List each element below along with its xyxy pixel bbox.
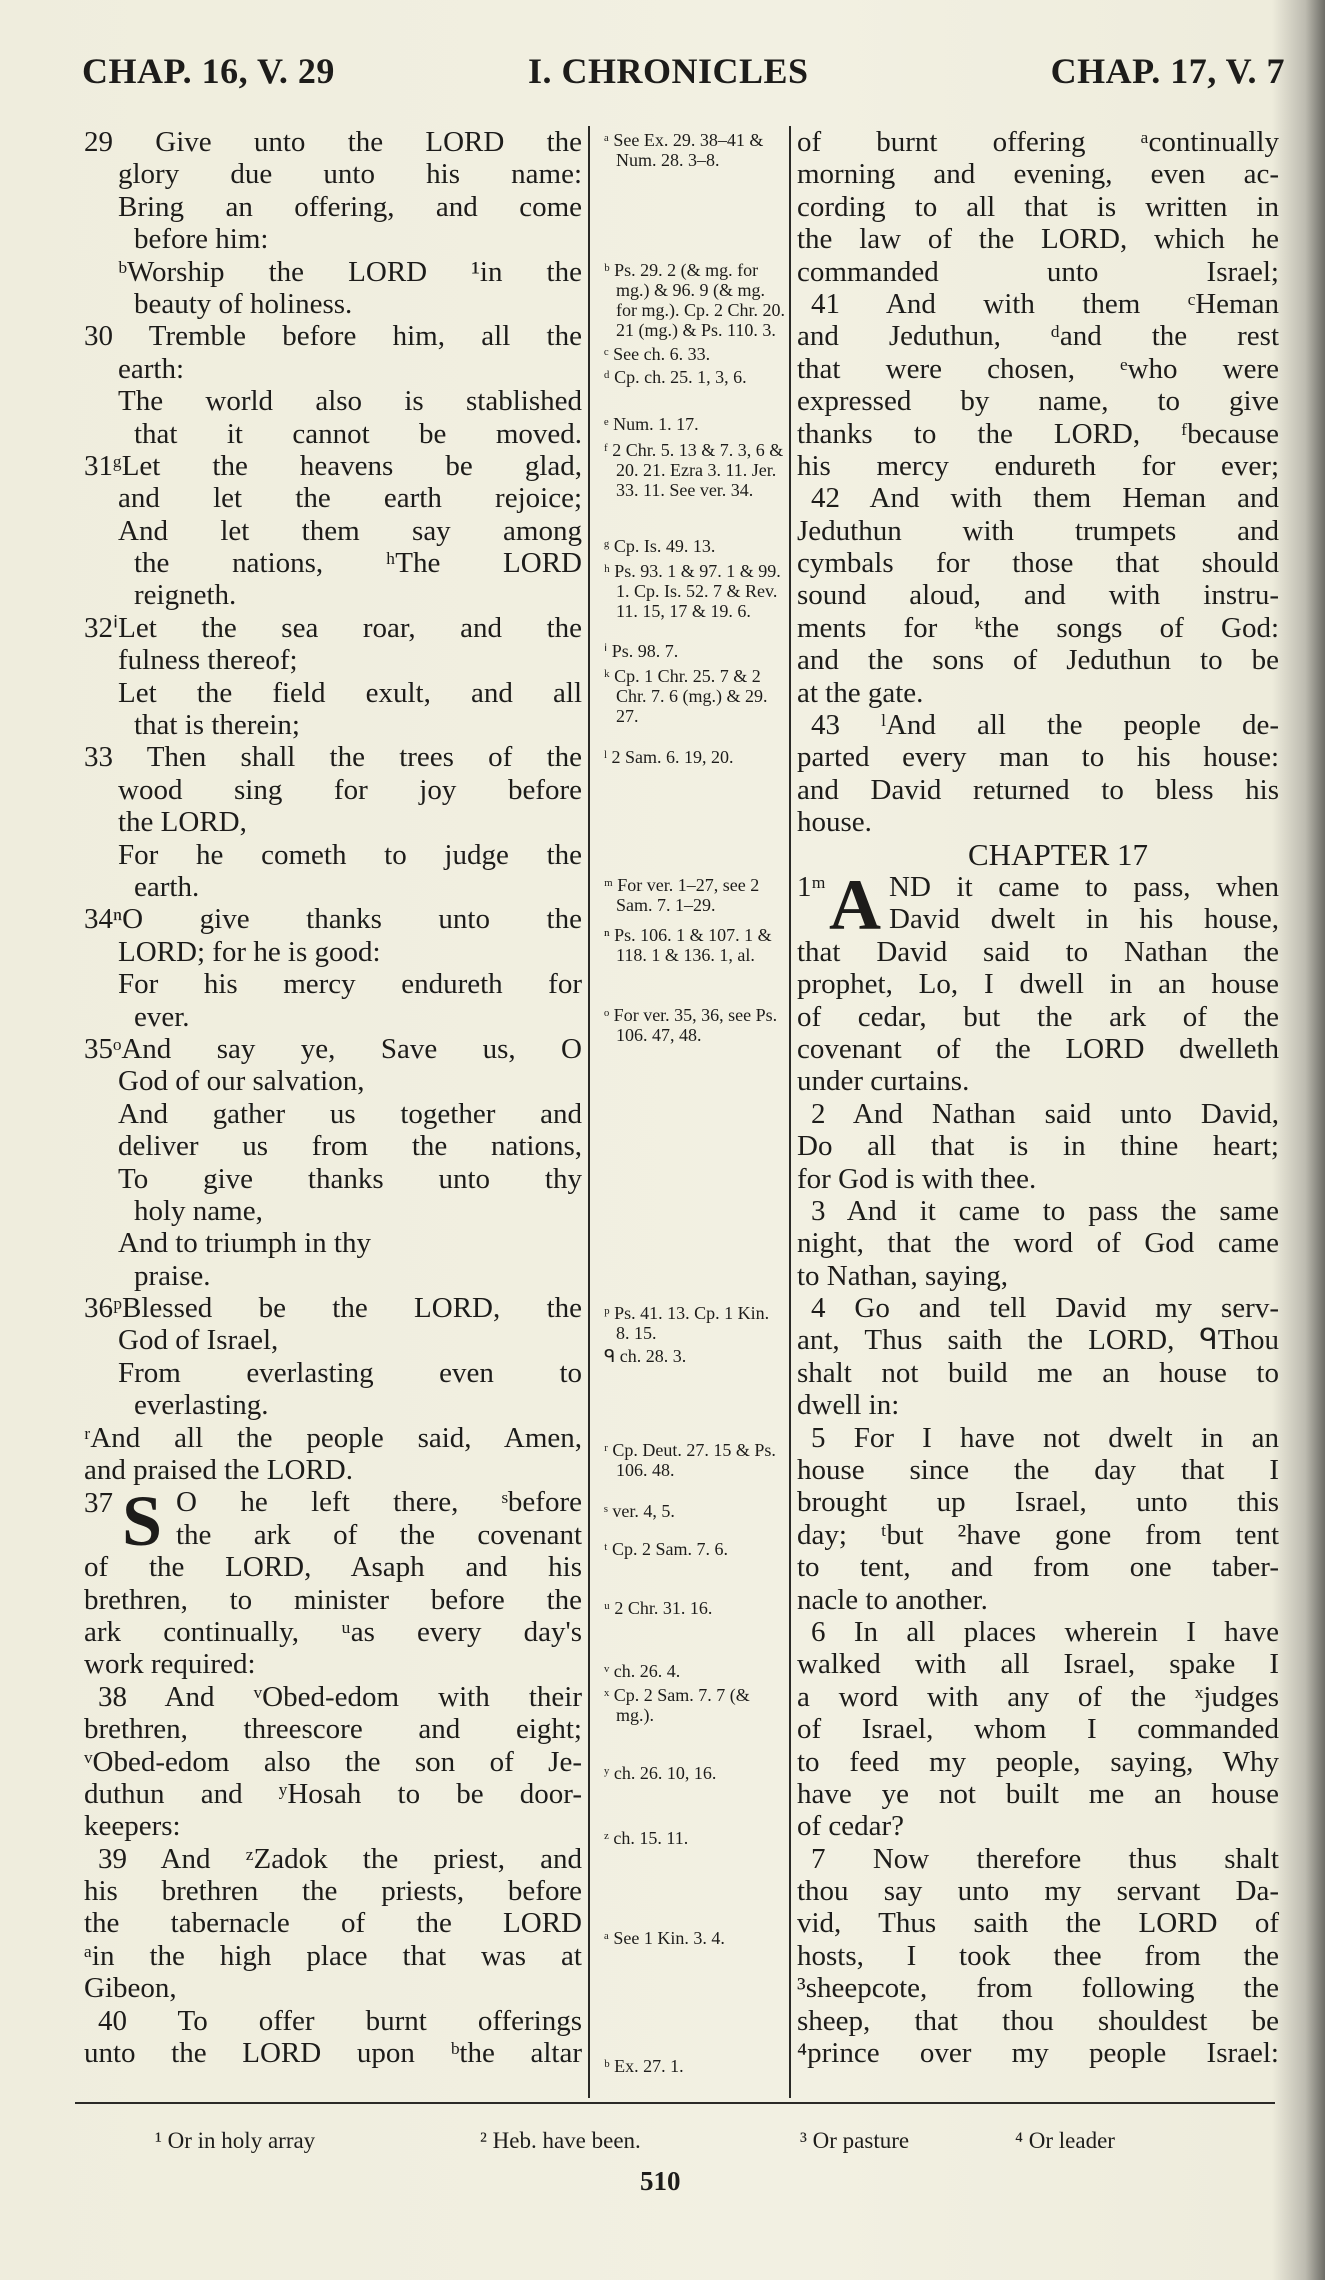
drop-cap: S <box>122 1480 163 1561</box>
text-line: To give thanks unto thy <box>118 1162 582 1195</box>
cross-reference-note <box>604 367 786 387</box>
cross-reference-note <box>604 1598 786 1618</box>
text-line: beauty of holiness. <box>134 287 353 320</box>
text-line: sheep, that thou shouldest be <box>797 2004 1279 2037</box>
text-line: cymbals for those that should <box>797 547 1279 580</box>
text-line: brought up Israel, unto this <box>797 1486 1279 1519</box>
running-head-right: CHAP. 17, V. 7 <box>1050 51 1285 91</box>
text-line: 43 ˡAnd all the people de- <box>811 709 1279 742</box>
note-text: ᵖ Ps. 41. 13. Cp. 1 Kin. 8. 15. <box>604 1303 770 1343</box>
text-line: and the sons of Jeduthun to be <box>797 644 1279 677</box>
text-line: house since the day that I <box>797 1454 1279 1487</box>
text-line: and Jeduthun, ᵈand the rest <box>797 320 1279 353</box>
text-line: ᵇWorship the LORD ¹in the <box>118 255 582 288</box>
text-line: 6 In all places wherein I have <box>811 1615 1279 1648</box>
text-line: of burnt offering ᵃcontinually <box>797 126 1279 158</box>
text-line: 39 And ᶻZadok the priest, and <box>98 1842 582 1875</box>
text-line: 31ᵍLet the heavens be glad, <box>84 449 582 482</box>
cross-reference-note <box>604 1661 786 1681</box>
note-text: ᵃ See Ex. 29. 38–41 & Num. 28. 3–8. <box>604 130 764 170</box>
text-line: earth: <box>118 352 185 385</box>
text-line: hosts, I took thee from the <box>797 1939 1279 1972</box>
text-line: Gibeon, <box>84 1972 177 2005</box>
text-line: CHAPTER 17 <box>968 836 1148 872</box>
text-line: 38 And ᵛObed-edom with their <box>98 1680 582 1713</box>
text-line: ments for ᵏthe songs of God: <box>797 611 1279 644</box>
text-line: and praised the LORD. <box>84 1454 353 1487</box>
note-text: ᵐ For ver. 1–27, see 2 Sam. 7. 1–29. <box>604 875 760 915</box>
text-line: ᵛObed-edom also the son of Je- <box>84 1745 582 1778</box>
text-line: unto the LORD upon ᵇthe altar <box>84 2037 582 2070</box>
text-line: ever. <box>134 1000 190 1033</box>
column-rule-right <box>789 126 791 2098</box>
text-line: ³sheepcote, from following the <box>797 1972 1279 2005</box>
note-text: ⁿ Ps. 106. 1 & 107. 1 & 118. 1 & 136. 1, al. <box>604 925 772 965</box>
note-text: ˡ 2 Sam. 6. 19, 20. <box>604 747 734 767</box>
text-line: of the LORD, Asaph and his <box>84 1551 582 1584</box>
text-line: 2 And Nathan said unto David, <box>811 1097 1279 1130</box>
text-line: to tent, and from one taber- <box>797 1551 1279 1584</box>
note-text: ᵛ ch. 26. 4. <box>604 1661 681 1681</box>
note-text: ᶠ 2 Chr. 5. 13 & 7. 3, 6 & 20. 21. Ezra 3. 11. Jer. 33. 11. See ver. 34. <box>604 440 784 500</box>
cross-reference-note <box>604 641 786 661</box>
text-line: before him: <box>134 223 269 256</box>
note-text: ʳ Cp. Deut. 27. 15 & Ps. 106. 48. <box>604 1440 776 1480</box>
running-head-left: CHAP. 16, V. 29 <box>82 51 335 91</box>
note-text: ˣ Cp. 2 Sam. 7. 7 (& mg.). <box>604 1685 750 1725</box>
text-line: ⁴prince over my people Israel: <box>797 2037 1279 2070</box>
note-text: ᵏ Cp. 1 Chr. 25. 7 & 2 Chr. 7. 6 (mg.) & 29. 27. <box>604 666 768 726</box>
note-text: ᵒ For ver. 35, 36, see Ps. 106. 47, 48. <box>604 1005 778 1045</box>
cross-reference-note <box>604 414 786 434</box>
text-line: ᵃin the high place that was at <box>84 1939 582 1972</box>
drop-cap: A <box>829 865 881 946</box>
text-line: ND it came to pass, when <box>889 870 1279 903</box>
text-line: to Nathan, saying, <box>797 1259 1009 1292</box>
note-text: ᶜ See ch. 6. 33. <box>604 344 711 364</box>
text-line: house. <box>797 806 872 839</box>
text-line: to feed my people, saying, Why <box>797 1745 1279 1778</box>
text-line: of cedar, but the ark of the <box>797 1000 1279 1033</box>
text-line: prophet, Lo, I dwell in an house <box>797 968 1279 1001</box>
text-line: work required: <box>84 1648 256 1681</box>
text-line: nacle to another. <box>797 1583 988 1616</box>
note-text: ᵇ Ps. 29. 2 (& mg. for mg.) & 96. 9 (& mg. for mg.). Cp. 2 Chr. 20. 21 (mg.) & Ps. 110. 3. <box>604 260 785 340</box>
text-line: And gather us together and <box>118 1097 582 1130</box>
text-line: 41 And with them ᶜHeman <box>811 287 1279 320</box>
text-line: wood sing for joy before <box>118 773 582 806</box>
cross-reference-note <box>604 1539 786 1559</box>
text-line: the nations, ʰThe LORD <box>134 547 582 580</box>
text-line: that were chosen, ᵉwho were <box>797 352 1279 385</box>
cross-reference-note <box>604 1685 786 1725</box>
text-line: 36ᵖBlessed be the LORD, the <box>84 1292 582 1325</box>
cross-reference-note <box>604 666 786 726</box>
text-line: covenant of the LORD dwelleth <box>797 1032 1279 1065</box>
text-line: the ark of the covenant <box>176 1518 582 1551</box>
text-line: 42 And with them Heman and <box>811 482 1279 515</box>
text-line: O he left there, ˢbefore <box>176 1486 582 1519</box>
text-line: vid, Thus saith the LORD of <box>797 1907 1279 1940</box>
cross-reference-note <box>604 2056 786 2076</box>
text-line: The world also is stablished <box>118 385 582 418</box>
footnote-4: ⁴ Or leader <box>1015 2128 1115 2153</box>
note-text: ᵉ Num. 1. 17. <box>604 414 699 434</box>
footnote-rule <box>75 2102 1275 2104</box>
text-line: morning and evening, even ac- <box>797 158 1279 191</box>
text-line: for God is with thee. <box>797 1162 1037 1195</box>
text-line: 5 For I have not dwelt in an <box>811 1421 1279 1454</box>
text-line: that is therein; <box>134 709 300 742</box>
text-line: dwell in: <box>797 1389 900 1422</box>
text-line: Bring an offering, and come <box>118 190 582 223</box>
text-line: of Israel, whom I commanded <box>797 1713 1279 1746</box>
text-line: a word with any of the ˣjudges <box>797 1680 1279 1713</box>
cross-reference-note <box>604 1005 786 1045</box>
text-line: and David returned to bless his <box>797 773 1279 806</box>
text-line: cording to all that is written in <box>797 190 1279 223</box>
text-line: LORD; for he is good: <box>118 935 381 968</box>
text-line: 29 Give unto the LORD the <box>84 126 582 158</box>
note-text: ᑫ ch. 28. 3. <box>604 1346 687 1366</box>
text-line: the tabernacle of the LORD <box>84 1907 582 1940</box>
footnote-2: ² Heb. have been. <box>480 2128 641 2153</box>
text-line: walked with all Israel, spake I <box>797 1648 1279 1681</box>
note-text: ᵘ 2 Chr. 31. 16. <box>604 1598 713 1618</box>
text-line: brethren, threescore and eight; <box>84 1713 582 1746</box>
cross-reference-note <box>604 1763 786 1783</box>
note-text: ˢ ver. 4, 5. <box>604 1501 675 1521</box>
text-line: 40 To offer burnt offerings <box>98 2004 582 2037</box>
text-line: 34ⁿO give thanks unto the <box>84 903 582 936</box>
note-text: ᵈ Cp. ch. 25. 1, 3, 6. <box>604 367 747 387</box>
note-text: ʸ ch. 26. 10, 16. <box>604 1763 717 1783</box>
right-text-column <box>797 126 1279 2069</box>
cross-reference-note <box>604 344 786 364</box>
cross-reference-note <box>604 1501 786 1521</box>
text-line: 33 Then shall the trees of the <box>84 741 582 774</box>
text-line: ʳAnd all the people said, Amen, <box>84 1421 582 1454</box>
verse-number-37: 37 <box>84 1486 113 1519</box>
text-line: duthun and ʸHosah to be door- <box>84 1777 582 1810</box>
text-line: 32ⁱLet the sea roar, and the <box>84 611 582 644</box>
column-rule-left <box>588 126 590 2098</box>
text-line: From everlasting even to <box>118 1356 582 1389</box>
text-line: sound aloud, and with instru- <box>797 579 1279 612</box>
cross-reference-note <box>604 1828 786 1848</box>
text-line: that it cannot be moved. <box>134 417 582 450</box>
text-line: and let the earth rejoice; <box>118 482 582 515</box>
text-line: everlasting. <box>134 1389 269 1422</box>
cross-reference-note <box>604 440 786 500</box>
text-line: 4 Go and tell David my serv- <box>811 1292 1279 1325</box>
text-line: at the gate. <box>797 676 924 709</box>
text-line: David dwelt in his house, <box>889 903 1279 936</box>
text-line: Let the field exult, and all <box>118 676 582 709</box>
text-line: his brethren the priests, before <box>84 1875 582 1908</box>
cross-reference-note <box>604 260 786 340</box>
text-line: glory due unto his name: <box>118 158 582 191</box>
verse-number-1: 1ᵐ <box>797 871 826 904</box>
text-line: keepers: <box>84 1810 181 1843</box>
page-number: 510 <box>640 2166 681 2196</box>
text-line: reigneth. <box>134 579 237 612</box>
text-line: under curtains. <box>797 1065 970 1098</box>
running-head-title: I. CHRONICLES <box>528 51 809 91</box>
note-text: ʰ Ps. 93. 1 & 97. 1 & 99. 1. Cp. Is. 52. 7 & Rev. 11. 15, 17 & 19. 6. <box>604 561 781 621</box>
note-text: ᵍ Cp. Is. 49. 13. <box>604 536 716 556</box>
text-line: his mercy endureth for ever; <box>797 449 1279 482</box>
left-text-column <box>84 126 582 2069</box>
text-line: fulness thereof; <box>118 644 298 677</box>
text-line: shalt not build me an house to <box>797 1356 1279 1389</box>
text-line: have ye not built me an house <box>797 1777 1279 1810</box>
note-text: ᵃ See 1 Kin. 3. 4. <box>604 1928 725 1948</box>
note-text: ⁱ Ps. 98. 7. <box>604 641 679 661</box>
footnote-1: ¹ Or in holy array <box>155 2128 316 2153</box>
cross-reference-note <box>604 130 786 170</box>
text-line: 30 Tremble before him, all the <box>84 320 582 353</box>
text-line: ark continually, ᵘas every day's <box>84 1615 582 1648</box>
cross-reference-note <box>604 561 786 621</box>
text-line: 3 And it came to pass the same <box>811 1194 1279 1227</box>
cross-reference-note <box>604 747 786 767</box>
cross-reference-note <box>604 1303 786 1343</box>
text-line: deliver us from the nations, <box>118 1130 582 1163</box>
text-line: praise. <box>134 1259 211 1292</box>
text-line: thou say unto my servant Da- <box>797 1875 1279 1908</box>
text-line: brethren, to minister before the <box>84 1583 582 1616</box>
text-line: expressed by name, to give <box>797 385 1279 418</box>
cross-reference-note <box>604 536 786 556</box>
text-line: Do all that is in thine heart; <box>797 1130 1279 1163</box>
cross-reference-note <box>604 925 786 965</box>
text-line: And let them say among <box>118 514 582 547</box>
text-line: God of Israel, <box>118 1324 279 1357</box>
text-line: Jeduthun with trumpets and <box>797 514 1279 547</box>
text-line: of cedar? <box>797 1810 905 1843</box>
text-line: 35ᵒAnd say ye, Save us, O <box>84 1032 582 1065</box>
text-line: ant, Thus saith the LORD, ᑫThou <box>797 1324 1279 1357</box>
text-line: that David said to Nathan the <box>797 935 1279 968</box>
text-line: 7 Now therefore thus shalt <box>811 1842 1279 1875</box>
text-line: God of our salvation, <box>118 1065 365 1098</box>
text-line: commanded unto Israel; <box>797 255 1279 288</box>
text-line: And to triumph in thy <box>118 1227 371 1260</box>
text-line: thanks to the LORD, ᶠbecause <box>797 417 1279 450</box>
text-line: holy name, <box>134 1194 263 1227</box>
footnote-3: ³ Or pasture <box>800 2128 910 2153</box>
text-line: parted every man to his house: <box>797 741 1279 774</box>
note-text: ᶻ ch. 15. 11. <box>604 1828 689 1848</box>
note-text: ᵇ Ex. 27. 1. <box>604 2056 684 2076</box>
text-line: the law of the LORD, which he <box>797 223 1279 256</box>
text-line: night, that the word of God came <box>797 1227 1279 1260</box>
note-text: ᵗ Cp. 2 Sam. 7. 6. <box>604 1539 728 1559</box>
text-line: For he cometh to judge the <box>118 838 582 871</box>
cross-reference-note <box>604 1928 786 1948</box>
text-line: the LORD, <box>118 806 247 839</box>
text-line: For his mercy endureth for <box>118 968 582 1001</box>
text-line: earth. <box>134 870 200 903</box>
text-line: day; ᵗbut ²have gone from tent <box>797 1518 1279 1551</box>
cross-reference-note <box>604 1440 786 1480</box>
cross-reference-note <box>604 1346 786 1366</box>
cross-reference-note <box>604 875 786 915</box>
